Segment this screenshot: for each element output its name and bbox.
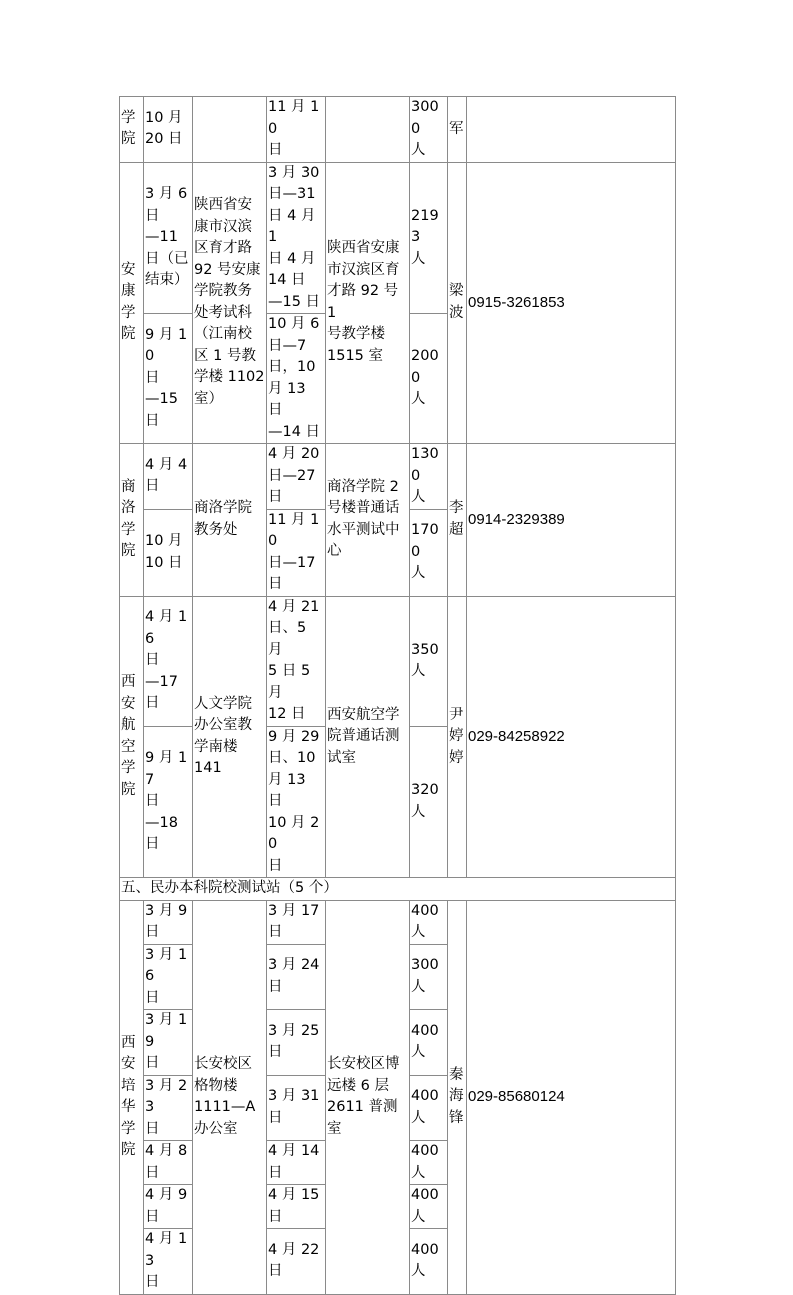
contact-phone: 029-84258922 bbox=[467, 596, 676, 878]
test-date: 3 月 17 日 bbox=[267, 900, 326, 944]
contact-person: 李 超 bbox=[448, 444, 467, 597]
candidate-count: 300 人 bbox=[410, 944, 448, 1010]
section-heading: 五、民办本科院校测试站（5 个） bbox=[120, 878, 676, 901]
candidate-count: 400 人 bbox=[410, 900, 448, 944]
test-date: 11 月 10 日—17 日 bbox=[267, 509, 326, 596]
school-name: 西 安 培 华 学 院 bbox=[120, 900, 144, 1294]
registration-place: 商洛学院 教务处 bbox=[193, 444, 267, 597]
test-date: 11 月 10 日 bbox=[267, 97, 326, 163]
table-row bbox=[120, 900, 676, 944]
contact-person: 梁 波 bbox=[448, 162, 467, 444]
candidate-count: 3000 人 bbox=[410, 97, 448, 163]
test-date: 3 月 24 日 bbox=[267, 944, 326, 1010]
registration-date: 3 月 16 日 bbox=[144, 944, 193, 1010]
test-place: 西安航空学 院普通话测 试室 bbox=[326, 596, 410, 878]
registration-date: 10 月 20 日 bbox=[144, 97, 193, 163]
school-name: 学 院 bbox=[120, 97, 144, 163]
candidate-count: 2000 人 bbox=[410, 314, 448, 444]
registration-place: 长安校区 格物楼 1111—A 办公室 bbox=[193, 900, 267, 1294]
test-date: 3 月 30 日—31 日 4 月 1 日 4 月 14 日 —15 日 bbox=[267, 162, 326, 314]
candidate-count: 1300 人 bbox=[410, 444, 448, 510]
test-station-table bbox=[119, 96, 676, 1295]
candidate-count: 400 人 bbox=[410, 1229, 448, 1295]
registration-place bbox=[193, 97, 267, 163]
test-place: 商洛学院 2 号楼普通话 水平测试中 心 bbox=[326, 444, 410, 597]
registration-place: 陕西省安 康市汉滨 区育才路 92 号安康 学院教务 处考试科 （江南校 区 1 号教 学楼 1102 室） bbox=[193, 162, 267, 444]
candidate-count: 400 人 bbox=[410, 1010, 448, 1076]
test-date: 3 月 25 日 bbox=[267, 1010, 326, 1076]
test-date: 4 月 14 日 bbox=[267, 1141, 326, 1185]
table-row bbox=[120, 444, 676, 510]
contact-phone bbox=[467, 97, 676, 163]
test-place: 陕西省安康 市汉滨区育 才路 92 号 1 号教学楼 1515 室 bbox=[326, 162, 410, 444]
test-date: 4 月 21 日、5 月 5 日 5 月 12 日 bbox=[267, 596, 326, 726]
candidate-count: 350 人 bbox=[410, 596, 448, 726]
contact-phone: 0914-2329389 bbox=[467, 444, 676, 597]
candidate-count: 400 人 bbox=[410, 1141, 448, 1185]
candidate-count: 320 人 bbox=[410, 726, 448, 878]
registration-date: 9 月 10 日 —15 日 bbox=[144, 314, 193, 444]
registration-date: 4 月 4 日 bbox=[144, 444, 193, 510]
test-date: 4 月 20 日—27 日 bbox=[267, 444, 326, 510]
contact-person: 军 bbox=[448, 97, 467, 163]
test-place bbox=[326, 97, 410, 163]
registration-date: 10 月 10 日 bbox=[144, 509, 193, 596]
test-date: 10 月 6 日—7 日，10 月 13 日 —14 日 bbox=[267, 314, 326, 444]
test-date: 9 月 29 日、10 月 13 日 10 月 20 日 bbox=[267, 726, 326, 878]
table-row bbox=[120, 878, 676, 901]
registration-date: 4 月 8 日 bbox=[144, 1141, 193, 1185]
candidate-count: 2193 人 bbox=[410, 162, 448, 314]
registration-date: 4 月 16 日 —17 日 bbox=[144, 596, 193, 726]
registration-date: 4 月 9 日 bbox=[144, 1185, 193, 1229]
contact-phone: 029-85680124 bbox=[467, 900, 676, 1294]
registration-date: 9 月 17 日 —18 日 bbox=[144, 726, 193, 878]
candidate-count: 1700 人 bbox=[410, 509, 448, 596]
registration-date: 4 月 13 日 bbox=[144, 1229, 193, 1295]
registration-date: 3 月 19 日 bbox=[144, 1010, 193, 1076]
contact-phone: 0915-3261853 bbox=[467, 162, 676, 444]
contact-person: 秦 海 锋 bbox=[448, 900, 467, 1294]
school-name: 商 洛 学 院 bbox=[120, 444, 144, 597]
contact-person: 尹 婷 婷 bbox=[448, 596, 467, 878]
test-date: 4 月 22 日 bbox=[267, 1229, 326, 1295]
table-row bbox=[120, 162, 676, 314]
table-row bbox=[120, 97, 676, 163]
test-date: 3 月 31 日 bbox=[267, 1075, 326, 1141]
candidate-count: 400 人 bbox=[410, 1185, 448, 1229]
school-name: 西 安 航 空 学 院 bbox=[120, 596, 144, 878]
test-date: 4 月 15 日 bbox=[267, 1185, 326, 1229]
registration-place: 人文学院 办公室教 学南楼 141 bbox=[193, 596, 267, 878]
registration-date: 3 月 9 日 bbox=[144, 900, 193, 944]
candidate-count: 400 人 bbox=[410, 1075, 448, 1141]
test-place: 长安校区博 远楼 6 层 2611 普测 室 bbox=[326, 900, 410, 1294]
registration-date: 3 月 6 日 —11 日（已 结束） bbox=[144, 162, 193, 314]
table-row bbox=[120, 596, 676, 726]
registration-date: 3 月 23 日 bbox=[144, 1075, 193, 1141]
school-name: 安 康 学 院 bbox=[120, 162, 144, 444]
